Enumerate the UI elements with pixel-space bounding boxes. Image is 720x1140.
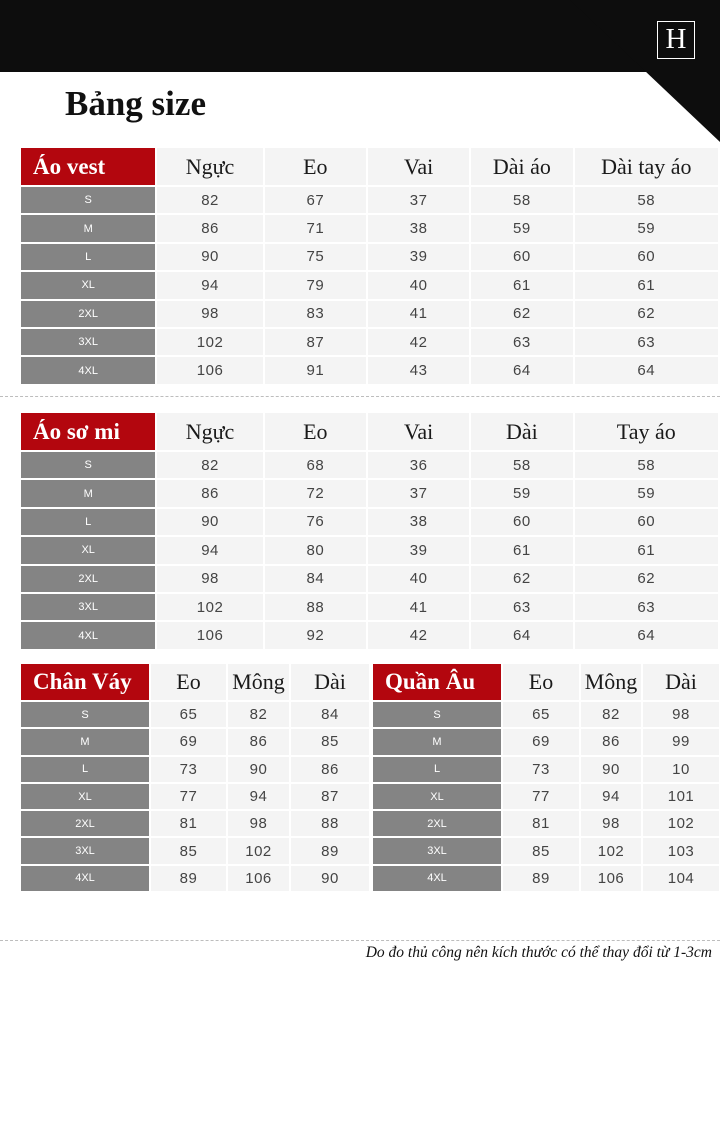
table-title: Áo vest bbox=[21, 148, 155, 185]
size-label: XL bbox=[373, 784, 501, 809]
size-label: 3XL bbox=[21, 329, 155, 355]
measurement-value: 82 bbox=[581, 702, 641, 727]
size-label: L bbox=[373, 757, 501, 782]
page-title: Bảng size bbox=[65, 84, 206, 123]
measurement-value: 65 bbox=[151, 702, 226, 727]
measurement-value: 102 bbox=[581, 838, 641, 863]
measurement-value: 38 bbox=[368, 215, 469, 241]
measurement-value: 10 bbox=[643, 757, 719, 782]
measurement-value: 76 bbox=[265, 509, 366, 535]
measurement-value: 102 bbox=[643, 811, 719, 836]
measurement-value: 106 bbox=[228, 866, 289, 891]
measurement-value: 91 bbox=[265, 357, 366, 383]
measurement-value: 106 bbox=[157, 357, 262, 383]
size-label: 4XL bbox=[21, 866, 149, 891]
measurement-value: 82 bbox=[157, 452, 262, 478]
measurement-value: 85 bbox=[503, 838, 579, 863]
measurement-value: 89 bbox=[151, 866, 226, 891]
measurement-value: 64 bbox=[471, 622, 572, 648]
table-row bbox=[21, 838, 369, 863]
size-label: 4XL bbox=[373, 866, 501, 891]
table-row bbox=[21, 452, 718, 478]
measurement-value: 94 bbox=[157, 537, 262, 563]
column-header: Dài bbox=[471, 413, 572, 450]
measurement-value: 102 bbox=[228, 838, 289, 863]
table-row bbox=[21, 784, 369, 809]
measurement-value: 90 bbox=[228, 757, 289, 782]
measurement-value: 98 bbox=[157, 301, 262, 327]
table-row bbox=[373, 784, 719, 809]
measurement-value: 40 bbox=[368, 566, 469, 592]
table-row bbox=[21, 215, 718, 241]
size-label: 3XL bbox=[21, 838, 149, 863]
measurement-value: 79 bbox=[265, 272, 366, 298]
table-title: Quần Âu bbox=[373, 664, 501, 700]
measurement-value: 63 bbox=[471, 329, 572, 355]
measurement-value: 85 bbox=[151, 838, 226, 863]
measurement-note: Do đo thủ công nên kích thước có thể thay đổi từ 1-3cm bbox=[365, 944, 712, 961]
measurement-value: 73 bbox=[503, 757, 579, 782]
measurement-value: 75 bbox=[265, 244, 366, 270]
measurement-value: 61 bbox=[471, 272, 572, 298]
measurement-value: 40 bbox=[368, 272, 469, 298]
size-label: 2XL bbox=[21, 566, 155, 592]
measurement-value: 37 bbox=[368, 187, 469, 213]
measurement-value: 87 bbox=[265, 329, 366, 355]
measurement-value: 43 bbox=[368, 357, 469, 383]
measurement-value: 84 bbox=[265, 566, 366, 592]
size-label: S bbox=[373, 702, 501, 727]
table-row bbox=[21, 272, 718, 298]
vest-size-table bbox=[19, 146, 720, 386]
measurement-value: 103 bbox=[643, 838, 719, 863]
column-header: Mông bbox=[228, 664, 289, 700]
measurement-value: 42 bbox=[368, 622, 469, 648]
measurement-value: 106 bbox=[581, 866, 641, 891]
column-header: Dài bbox=[643, 664, 719, 700]
section-divider bbox=[0, 396, 720, 397]
measurement-value: 59 bbox=[575, 480, 718, 506]
measurement-value: 63 bbox=[471, 594, 572, 620]
table-row bbox=[21, 480, 718, 506]
table-row bbox=[21, 594, 718, 620]
size-label: S bbox=[21, 452, 155, 478]
measurement-value: 92 bbox=[265, 622, 366, 648]
size-label: XL bbox=[21, 272, 155, 298]
table-row bbox=[21, 187, 718, 213]
size-label: M bbox=[373, 729, 501, 754]
size-label: L bbox=[21, 244, 155, 270]
measurement-value: 106 bbox=[157, 622, 262, 648]
table-title: Chân Váy bbox=[21, 664, 149, 700]
column-header: Vai bbox=[368, 148, 469, 185]
measurement-value: 99 bbox=[643, 729, 719, 754]
measurement-value: 86 bbox=[228, 729, 289, 754]
measurement-value: 41 bbox=[368, 594, 469, 620]
measurement-value: 62 bbox=[575, 566, 718, 592]
measurement-value: 102 bbox=[157, 594, 262, 620]
measurement-value: 82 bbox=[228, 702, 289, 727]
size-label: M bbox=[21, 480, 155, 506]
shirt-size-table bbox=[19, 411, 720, 651]
column-header: Eo bbox=[265, 413, 366, 450]
trousers-size-table bbox=[371, 662, 720, 893]
measurement-value: 60 bbox=[575, 244, 718, 270]
table-row bbox=[21, 702, 369, 727]
measurement-value: 71 bbox=[265, 215, 366, 241]
column-header: Dài bbox=[291, 664, 369, 700]
measurement-value: 89 bbox=[291, 838, 369, 863]
measurement-value: 98 bbox=[228, 811, 289, 836]
column-header: Eo bbox=[503, 664, 579, 700]
measurement-value: 88 bbox=[265, 594, 366, 620]
size-label: 2XL bbox=[21, 811, 149, 836]
column-header: Ngực bbox=[157, 413, 262, 450]
measurement-value: 86 bbox=[157, 215, 262, 241]
measurement-value: 81 bbox=[503, 811, 579, 836]
measurement-value: 41 bbox=[368, 301, 469, 327]
measurement-value: 58 bbox=[471, 452, 572, 478]
skirt-size-table bbox=[19, 662, 371, 893]
measurement-value: 59 bbox=[575, 215, 718, 241]
measurement-value: 67 bbox=[265, 187, 366, 213]
column-header: Tay áo bbox=[575, 413, 718, 450]
table-row bbox=[373, 729, 719, 754]
measurement-value: 39 bbox=[368, 244, 469, 270]
table-row bbox=[373, 866, 719, 891]
table-row bbox=[21, 509, 718, 535]
table-row bbox=[21, 357, 718, 383]
measurement-value: 73 bbox=[151, 757, 226, 782]
measurement-value: 64 bbox=[471, 357, 572, 383]
measurement-value: 69 bbox=[503, 729, 579, 754]
measurement-value: 102 bbox=[157, 329, 262, 355]
measurement-value: 89 bbox=[503, 866, 579, 891]
measurement-value: 60 bbox=[471, 509, 572, 535]
table-row bbox=[21, 244, 718, 270]
measurement-value: 58 bbox=[575, 452, 718, 478]
table-row bbox=[21, 329, 718, 355]
measurement-value: 82 bbox=[157, 187, 262, 213]
table-row bbox=[21, 622, 718, 648]
measurement-value: 64 bbox=[575, 622, 718, 648]
measurement-value: 42 bbox=[368, 329, 469, 355]
size-label: L bbox=[21, 509, 155, 535]
measurement-value: 61 bbox=[575, 272, 718, 298]
table-row bbox=[21, 729, 369, 754]
measurement-value: 37 bbox=[368, 480, 469, 506]
measurement-value: 90 bbox=[157, 509, 262, 535]
measurement-value: 88 bbox=[291, 811, 369, 836]
size-label: 3XL bbox=[21, 594, 155, 620]
size-label: XL bbox=[21, 537, 155, 563]
measurement-value: 36 bbox=[368, 452, 469, 478]
measurement-value: 58 bbox=[471, 187, 572, 213]
measurement-value: 90 bbox=[157, 244, 262, 270]
column-header: Ngực bbox=[157, 148, 262, 185]
section-divider bbox=[0, 940, 720, 941]
measurement-value: 63 bbox=[575, 594, 718, 620]
column-header: Vai bbox=[368, 413, 469, 450]
measurement-value: 90 bbox=[291, 866, 369, 891]
corner-ribbon bbox=[570, 0, 720, 142]
size-label: 4XL bbox=[21, 622, 155, 648]
measurement-value: 62 bbox=[471, 566, 572, 592]
table-row bbox=[373, 811, 719, 836]
measurement-value: 63 bbox=[575, 329, 718, 355]
size-label: M bbox=[21, 215, 155, 241]
measurement-value: 62 bbox=[471, 301, 572, 327]
size-label: S bbox=[21, 187, 155, 213]
measurement-value: 98 bbox=[581, 811, 641, 836]
measurement-value: 86 bbox=[581, 729, 641, 754]
measurement-value: 62 bbox=[575, 301, 718, 327]
size-label: 2XL bbox=[373, 811, 501, 836]
measurement-value: 60 bbox=[471, 244, 572, 270]
size-label: 2XL bbox=[21, 301, 155, 327]
measurement-value: 83 bbox=[265, 301, 366, 327]
measurement-value: 39 bbox=[368, 537, 469, 563]
measurement-value: 104 bbox=[643, 866, 719, 891]
column-header: Mông bbox=[581, 664, 641, 700]
size-label: S bbox=[21, 702, 149, 727]
measurement-value: 94 bbox=[228, 784, 289, 809]
measurement-value: 85 bbox=[291, 729, 369, 754]
measurement-value: 61 bbox=[575, 537, 718, 563]
measurement-value: 77 bbox=[151, 784, 226, 809]
measurement-value: 59 bbox=[471, 215, 572, 241]
measurement-value: 69 bbox=[151, 729, 226, 754]
measurement-value: 58 bbox=[575, 187, 718, 213]
table-row bbox=[373, 838, 719, 863]
measurement-value: 84 bbox=[291, 702, 369, 727]
measurement-value: 94 bbox=[581, 784, 641, 809]
size-label: M bbox=[21, 729, 149, 754]
column-header: Eo bbox=[265, 148, 366, 185]
measurement-value: 98 bbox=[157, 566, 262, 592]
table-row bbox=[21, 757, 369, 782]
measurement-value: 77 bbox=[503, 784, 579, 809]
size-label: XL bbox=[21, 784, 149, 809]
table-row bbox=[373, 757, 719, 782]
measurement-value: 80 bbox=[265, 537, 366, 563]
measurement-value: 86 bbox=[291, 757, 369, 782]
measurement-value: 81 bbox=[151, 811, 226, 836]
measurement-value: 60 bbox=[575, 509, 718, 535]
measurement-value: 64 bbox=[575, 357, 718, 383]
measurement-value: 72 bbox=[265, 480, 366, 506]
measurement-value: 98 bbox=[643, 702, 719, 727]
brand-logo: H bbox=[657, 21, 695, 59]
table-row bbox=[21, 866, 369, 891]
size-label: 3XL bbox=[373, 838, 501, 863]
measurement-value: 59 bbox=[471, 480, 572, 506]
measurement-value: 61 bbox=[471, 537, 572, 563]
measurement-value: 38 bbox=[368, 509, 469, 535]
table-row bbox=[21, 537, 718, 563]
size-label: L bbox=[21, 757, 149, 782]
size-label: 4XL bbox=[21, 357, 155, 383]
column-header: Dài tay áo bbox=[575, 148, 718, 185]
measurement-value: 87 bbox=[291, 784, 369, 809]
table-row bbox=[21, 811, 369, 836]
measurement-value: 86 bbox=[157, 480, 262, 506]
measurement-value: 90 bbox=[581, 757, 641, 782]
column-header: Eo bbox=[151, 664, 226, 700]
measurement-value: 101 bbox=[643, 784, 719, 809]
measurement-value: 65 bbox=[503, 702, 579, 727]
measurement-value: 94 bbox=[157, 272, 262, 298]
measurement-value: 68 bbox=[265, 452, 366, 478]
table-title: Áo sơ mi bbox=[21, 413, 155, 450]
table-row bbox=[373, 702, 719, 727]
table-row bbox=[21, 566, 718, 592]
column-header: Dài áo bbox=[471, 148, 572, 185]
table-row bbox=[21, 301, 718, 327]
